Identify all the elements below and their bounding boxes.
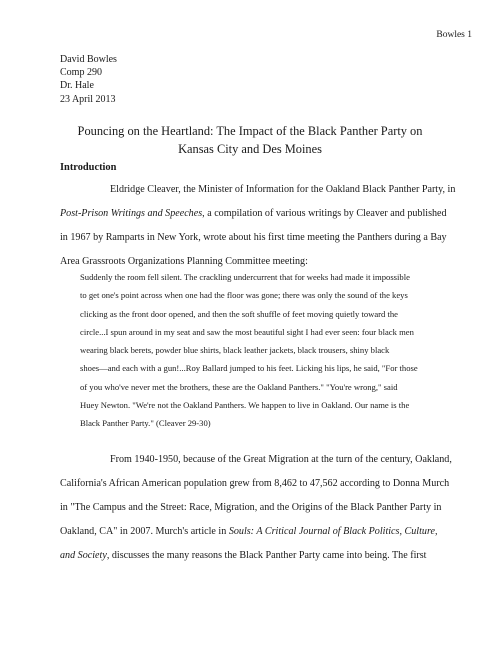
- paragraph-line: From 1940-1950, because of the Great Migration at the turn of the century, Oakland,: [110, 454, 452, 465]
- paper-title: [40, 122, 460, 158]
- paragraph-line: in 1967 by Ramparts in New York, wrote about his first time meeting the Panthers during a Bay: [60, 232, 447, 243]
- section-heading: Introduction: [60, 162, 117, 173]
- paper-date: 23 April 2013: [60, 93, 116, 105]
- journal-title: Souls: A Critical Journal of Black Politics, Culture,: [228, 526, 438, 537]
- quote-line: Huey Newton. "We're not the Oakland Panthers. We happen to live in Oakland. Our name is the: [80, 400, 410, 411]
- paragraph-line: Area Grassroots Organizations Planning Committee meeting:: [60, 256, 308, 267]
- paragraph-text: , discusses the many reasons the Black Panther Party came into being. The first: [106, 550, 427, 561]
- author-name: David Bowles: [60, 54, 117, 65]
- quote-line: to get one's point across when one had the floor was gone; there was only the sound of the keys: [80, 290, 408, 301]
- paragraph-text: Oakland, CA" in 2007. Murch's article in: [60, 526, 229, 537]
- body-paragraph-1: [60, 178, 460, 274]
- quote-line: Black Panther Party." (Cleaver 29-30): [80, 418, 211, 429]
- paragraph-line: [60, 520, 460, 544]
- body-paragraph-2: [60, 448, 460, 568]
- journal-title-continued: and Society: [60, 550, 107, 561]
- block-quote: [80, 268, 450, 433]
- book-title: Post-Prison Writings and Speeches: [60, 208, 203, 219]
- title-line-2: Kansas City and Des Moines: [178, 142, 322, 156]
- paragraph-line: in "The Campus and the Street: Race, Migration, and the Origins of the Black Panther Party in: [60, 502, 442, 513]
- quote-line: of you who've never met the brothers, these are the Oakland Panthers." "You're wrong," said: [80, 381, 398, 392]
- quote-line: wearing black berets, powder blue shirts, black leather jackets, black trousers, shiny black: [80, 345, 390, 356]
- paragraph-line: Eldridge Cleaver, the Minister of Information for the Oakland Black Panther Party, in: [110, 184, 456, 195]
- running-head: Bowles 1: [436, 30, 472, 40]
- paragraph-line: California's African American population grew from 8,462 to 47,562 according to Donna Murch: [60, 478, 450, 489]
- quote-line: circle...I spun around in my seat and saw the most beautiful sight I had ever seen: four black men: [80, 326, 414, 337]
- quote-line: Suddenly the room fell silent. The crackling undercurrent that for weeks had made it impossible: [80, 272, 410, 282]
- mla-heading: [60, 53, 117, 106]
- instructor-name: Dr. Hale: [60, 80, 94, 92]
- title-line-1: Pouncing on the Heartland: The Impact of the Black Panther Party on: [77, 124, 423, 138]
- quote-line: shoes—and each with a gun!...Roy Ballard jumped to his feet. Licking his lips, he said, "For those: [80, 363, 418, 374]
- course-name: Comp 290: [60, 67, 102, 79]
- quote-line: clicking as the front door opened, and then the soft shuffle of feet moving quietly toward the: [80, 308, 398, 319]
- paragraph-line: [60, 202, 460, 226]
- paragraph-text: , a compilation of various writings by Cleaver and published: [202, 208, 447, 219]
- paragraph-line: [60, 544, 460, 568]
